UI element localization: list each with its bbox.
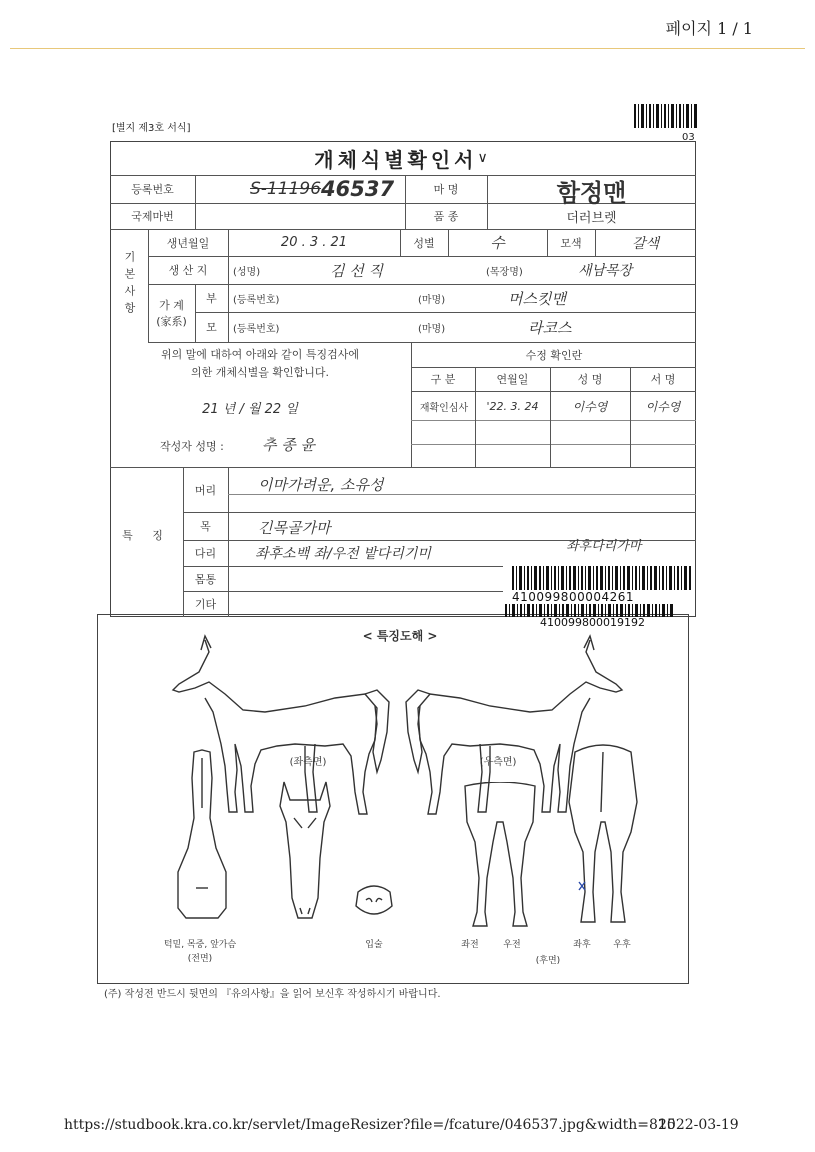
sex-value: 수 [490,234,505,252]
page-indicator: 페이지 1 / 1 [665,19,753,38]
front-view-caption: (전면) [187,953,213,964]
rev-header-sign: 서 명 [650,373,676,386]
head-value: 이마가려운, 소유성 [258,475,384,494]
horse-name-value: 함정맨 [556,178,627,207]
footnote: (주) 작성전 반드시 뒷면의 『유의사항』을 읽어 보신후 작성하시기 바랍니다. [104,988,441,1000]
form-title-text: 개체식별확인서 [314,147,478,172]
form-title [110,141,696,175]
dam-reg-tag: (등록번호) [233,323,280,335]
rev-row-name: 이수영 [572,399,608,414]
horse-head-front-figure [272,778,338,928]
reg-no-value [250,175,400,203]
barcode-number-2: 410099800019192 [540,616,645,629]
pedigree-hanja: (家系) [156,315,187,328]
barcode-number-1: 410099800004261 [512,590,635,604]
body-label: 몸통 [194,572,217,586]
legs-label: 다리 [194,547,217,560]
top-barcode [634,104,698,130]
fr-caption: 우전 [503,939,521,950]
sire-value: 머스킷맨 [508,289,566,308]
rear-view-caption: (후면) [535,955,561,966]
rev-row-type: 재확인심사 [419,402,469,414]
basic-info-label [112,232,146,338]
header-rule [10,48,805,49]
intl-no-label: 국제마번 [131,210,174,223]
confirm-text-1: 위의 말에 대하여 아래와 같이 특징검사에 [160,348,360,361]
confirm-date: 21 년 / 월 22 일 [202,401,298,417]
sire-label: 부 [206,292,217,305]
author-signature: 추 종 윤 [262,435,316,454]
producer-name: 김 선 직 [330,261,384,280]
producer-label: 생 산 지 [168,264,208,277]
rev-header-type: 구 분 [430,373,456,386]
basic-info-text: 기본사항 [123,251,136,319]
reg-no-number: 46537 [321,177,395,201]
right-side-caption: (우측면) [479,756,517,768]
hr-caption: 우후 [613,939,631,950]
rev-row-date: '22. 3. 24 [486,399,539,413]
neck-value: 긴목골가마 [258,518,331,537]
form-number: [별지 제3호 서식] [112,123,191,134]
features-label: 특 징 [122,529,171,542]
ranch-tag: (목장명) [486,266,523,278]
diagram-title: < 특징도해 > [362,628,438,643]
reg-no-struck: S-11196 [250,179,322,199]
pedigree-label [148,284,195,342]
neck-label: 목 [200,520,211,533]
muzzle-figure [352,882,396,922]
legs-note: 좌후다리가마 [566,538,642,554]
sex-label: 성별 [413,236,435,250]
front-legs-figure [455,782,545,932]
front-caption: 턱밑, 목중, 앞가슴 [163,939,237,950]
birth-value: 20 . 3 . 21 [280,235,348,250]
rev-header-name: 성 명 [577,373,603,386]
fl-caption: 좌전 [461,939,479,950]
breed-value: 더러브렛 [566,210,617,226]
color-value: 갈색 [631,235,660,252]
author-label: 작성자 성명 : [160,440,224,453]
ranch-name: 새남목장 [578,263,633,279]
revision-title: 수정 확인란 [525,349,583,362]
rev-header-date: 연월일 [496,373,529,386]
color-label: 모색 [560,236,582,250]
rev-row-sign: 이수영 [645,399,681,414]
name-label: 마 명 [433,183,459,196]
left-side-caption: (좌측면) [289,756,327,768]
sire-name-tag: (마명) [418,294,446,306]
title-check-mark: ∨ [477,150,492,166]
reg-no-label: 등록번호 [131,183,174,196]
hl-caption: 좌후 [573,939,591,950]
dam-name-tag: (마명) [418,323,446,335]
producer-name-tag: (성명) [233,266,261,278]
birth-label: 생년월일 [166,236,210,250]
print-date: 2022-03-19 [658,1117,739,1133]
etc-label: 기타 [194,598,217,611]
page-code: 03 [682,132,695,143]
dam-label: 모 [206,321,217,334]
muzzle-caption: 입술 [365,939,383,950]
rear-legs-figure [565,742,641,932]
page-url[interactable]: https://studbook.kra.co.kr/servlet/ImageResizer?file=/fcature/046537.jpg&width=815 [64,1117,676,1133]
head-label: 머리 [194,483,217,497]
pedigree-text: 가 계 [159,299,184,312]
confirm-text-2: 의한 개체식별을 확인합니다. [190,366,329,379]
breed-label: 품 종 [433,210,459,223]
horse-front-neck-figure [172,748,232,923]
sire-reg-tag: (등록번호) [233,294,280,306]
dam-value: 라코스 [528,318,572,337]
barcode-sticker-1 [512,566,694,590]
legs-value: 좌후소백 좌/우전 밭다리기미 [255,546,431,562]
